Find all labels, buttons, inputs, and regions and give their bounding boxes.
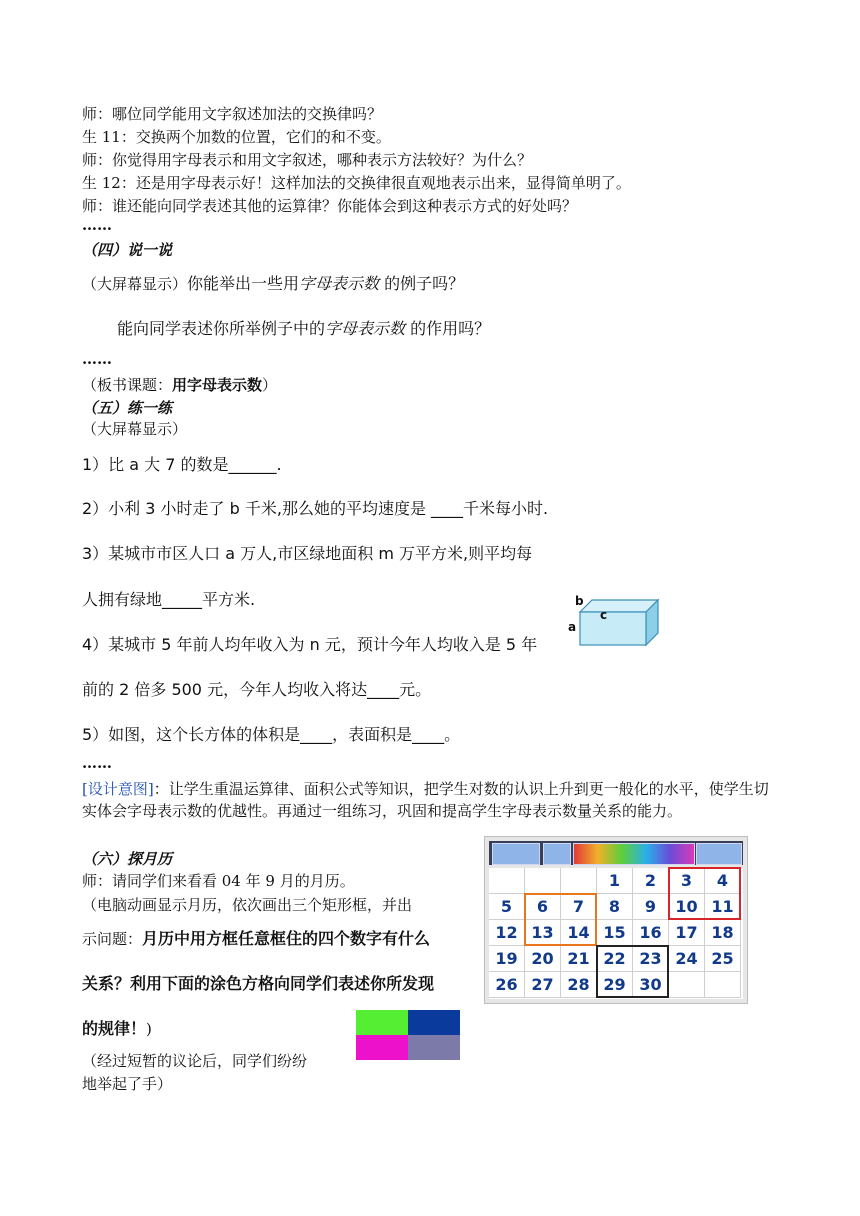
header-picture	[492, 843, 540, 865]
dialogue-line: 师：你觉得用字母表示和用文字叙述，哪种表示方法较好？为什么？	[82, 151, 533, 169]
calendar-day-cell: 22	[597, 946, 633, 972]
exercise-item: 人拥有绿地_____平方米.	[82, 590, 256, 609]
dialogue-line: （电脑动画显示月历，依次画出三个矩形框，并出	[82, 896, 413, 914]
dialogue-line	[82, 928, 430, 950]
header-banner	[573, 843, 695, 865]
section-heading: （四）说一说	[82, 241, 173, 259]
color-square	[356, 1010, 408, 1035]
question-text: 月历中用方框任意框住的四个数字有什么	[142, 929, 431, 948]
calendar-day-cell: 18	[705, 920, 741, 946]
highlight-frame-black	[596, 945, 669, 998]
dialogue-line: 生 11：交换两个加数的位置，它们的和不变。	[82, 128, 391, 146]
question-line	[82, 273, 464, 295]
calendar-day-cell	[669, 972, 705, 998]
exercise-item: 4）某城市 5 年前人均年收入为 n 元，预计今年人均收入是 5 年	[82, 635, 538, 654]
calendar-day-cell: 5	[489, 894, 525, 920]
calendar-day-cell: 13	[525, 920, 561, 946]
section-heading: （五）练一练	[82, 399, 173, 417]
calendar-day-cell: 1	[597, 868, 633, 894]
calendar-day-cell: 4	[705, 868, 741, 894]
calendar-day-cell	[705, 972, 741, 998]
calendar-day-cell: 16	[633, 920, 669, 946]
calendar-day-cell: 28	[561, 972, 597, 998]
calendar-day-cell: 29	[597, 972, 633, 998]
edge-label-c: c	[600, 608, 608, 622]
color-square	[356, 1035, 408, 1060]
exercise-item: 前的 2 倍多 500 元，今年人均收入将达____元。	[82, 680, 432, 699]
header-picture	[543, 843, 571, 865]
calendar-day-cell: 9	[633, 894, 669, 920]
color-square	[408, 1010, 460, 1035]
calendar-day-cell: 27	[525, 972, 561, 998]
calendar-day-cell: 15	[597, 920, 633, 946]
design-intent-label: [设计意图]	[82, 780, 154, 798]
calendar-day-cell: 3	[669, 868, 705, 894]
edge-label-a: a	[568, 620, 577, 634]
question-text: 的作用吗？	[405, 319, 491, 338]
calendar-day-cell: 20	[525, 946, 561, 972]
calendar-day-cell: 30	[633, 972, 669, 998]
question-line	[117, 318, 490, 340]
color-square	[408, 1035, 460, 1060]
calendar-day-cell: 6	[525, 894, 561, 920]
highlight-frame-orange	[524, 893, 597, 946]
dialogue-line: 师：哪位同学能用文字叙述加法的交换律吗？	[82, 105, 383, 123]
question-text: 关系？利用下面的涂色方格向同学们表述你所发现	[82, 974, 435, 993]
calendar-day-cell: 19	[489, 946, 525, 972]
exercise-item: 1）比 a 大 7 的数是______.	[82, 455, 282, 474]
calendar-day-cell: 26	[489, 972, 525, 998]
question-text: 的例子吗？	[379, 274, 465, 293]
narration-line: （经过短暂的议论后，同学们纷纷	[82, 1052, 308, 1070]
design-intent-text: ：让学生重温运算律、面积公式等知识，把学生对数的认识上升到更一般化的水平，使学生切实体会字母表示数的优越性。再通过一组练习，巩固和提高学生字母表示数量关系的能力。	[82, 780, 769, 820]
ellipsis: ……	[82, 350, 112, 368]
calendar-day-cell	[561, 868, 597, 894]
calendar-day-cell: 25	[705, 946, 741, 972]
calendar-day-cell: 11	[705, 894, 741, 920]
calendar-grid	[489, 868, 743, 999]
ellipsis: ……	[82, 216, 112, 234]
dialogue-line: 生 12：还是用字母表示好！这样加法的交换律很直观地表示出来，显得简单明了。	[82, 174, 631, 192]
dialogue-line: 师：谁还能向同学表述其他的运算律？你能体会到这种表示方式的好处吗？	[82, 197, 578, 215]
ellipsis: ……	[82, 754, 112, 772]
cuboid-figure	[566, 594, 666, 650]
calendar-day-cell: 17	[669, 920, 705, 946]
board-note	[82, 374, 277, 396]
question-text: 能向同学表述你所举例子中的	[117, 319, 326, 338]
calendar-image	[484, 836, 748, 1004]
edge-label-b: b	[575, 594, 584, 608]
question-text-end	[82, 1018, 152, 1040]
board-note-close: ）	[262, 376, 278, 394]
screen-note: （大屏幕显示）	[82, 275, 188, 293]
question-emphasis: 字母表示数	[299, 274, 380, 293]
calendar-day-cell: 23	[633, 946, 669, 972]
calendar-day-cell: 7	[561, 894, 597, 920]
calendar-day-cell	[489, 868, 525, 894]
calendar-day-cell: 24	[669, 946, 705, 972]
calendar-day-cell: 12	[489, 920, 525, 946]
question-emphasis: 字母表示数	[325, 319, 406, 338]
calendar-header	[489, 841, 743, 865]
calendar-day-cell: 2	[633, 868, 669, 894]
exercise-item: 2）小利 3 小时走了 b 千米,那么她的平均速度是 ____千米每小时.	[82, 499, 549, 518]
question-intro: 示问题：	[82, 930, 143, 948]
design-intent-paragraph	[82, 778, 782, 822]
dialogue-line: 师：请同学们来看看 04 年 9 月的月历。	[82, 872, 355, 890]
highlight-frame-red	[668, 867, 741, 920]
narration-line: 地举起了手）	[82, 1075, 173, 1093]
calendar-day-cell: 8	[597, 894, 633, 920]
calendar-day-cell: 10	[669, 894, 705, 920]
question-text: 你能举出一些用	[187, 274, 300, 293]
calendar-day-cell	[525, 868, 561, 894]
calendar-day-cell: 21	[561, 946, 597, 972]
header-picture	[696, 843, 742, 865]
screen-note: （大屏幕显示）	[82, 420, 188, 438]
exercise-item: 3）某城市市区人口 a 万人,市区绿地面积 m 万平方米,则平均每	[82, 544, 533, 563]
board-title: 用字母表示数	[172, 376, 263, 394]
board-note-open: （板书课题：	[82, 376, 173, 394]
closing-paren: )	[146, 1020, 152, 1038]
question-text: 的规律！	[82, 1019, 147, 1038]
calendar-day-cell: 14	[561, 920, 597, 946]
section-heading: （六）探月历	[82, 850, 173, 868]
exercise-item: 5）如图，这个长方体的体积是____，表面积是____。	[82, 725, 461, 744]
